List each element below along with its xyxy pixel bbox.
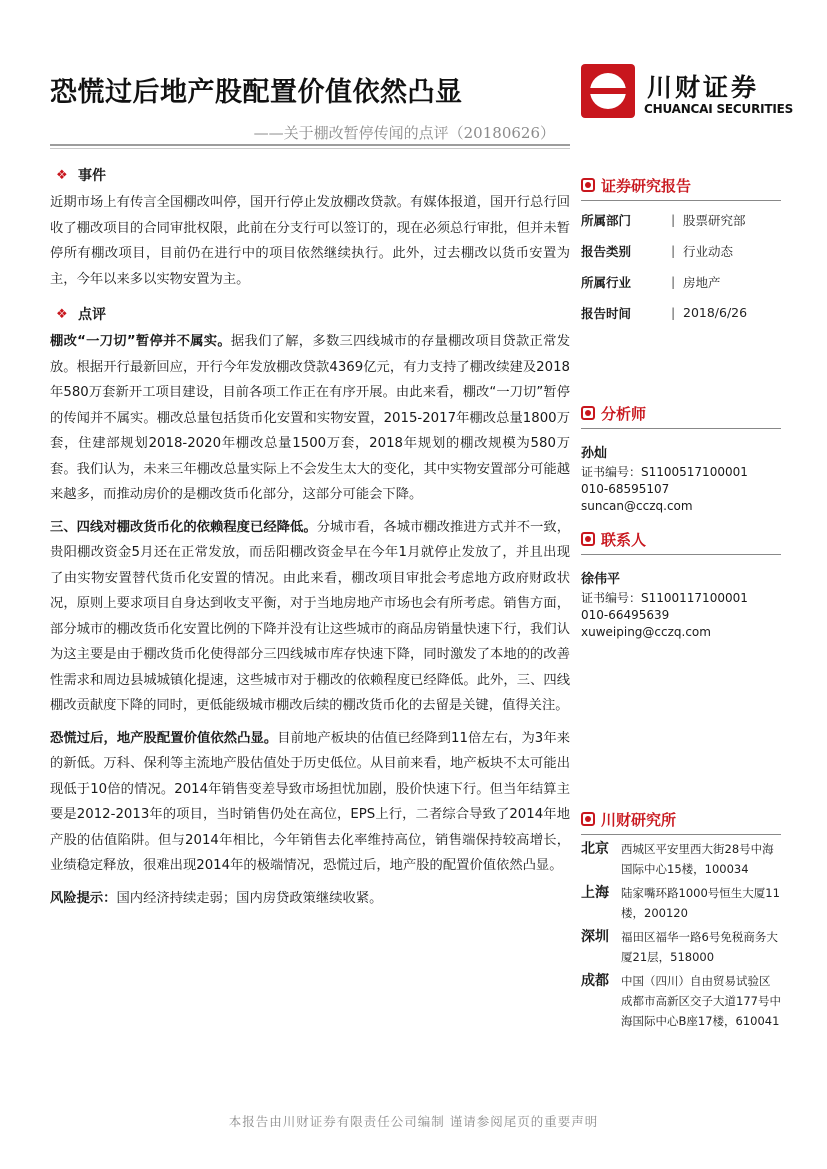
section-heading-event: ❖ 事件 bbox=[50, 160, 570, 190]
header-divider-thin bbox=[50, 148, 570, 149]
diamond-bullet-icon: ❖ bbox=[56, 167, 68, 183]
report-title: 恐慌过后地产股配置价值依然凸显 bbox=[50, 77, 463, 108]
analyst-info bbox=[581, 445, 781, 515]
sidebar-divider bbox=[581, 428, 781, 429]
office-beijing: 北京 西城区平安里西大街28号中海国际中心15楼，100034 bbox=[581, 841, 774, 876]
contact-cert: 证书编号：S1100117100001 bbox=[581, 591, 748, 605]
page-footer: 本报告由川财证券有限责任公司编制 谨请参阅尾页的重要声明 bbox=[228, 1114, 599, 1129]
report-subtitle: ——关于棚改暂停传闻的点评（20180626） bbox=[253, 124, 555, 142]
info-row-industry: 所属行业 | 房地产 bbox=[581, 274, 721, 290]
analyst-panel bbox=[581, 400, 781, 515]
section-heading-comment: ❖ 点评 bbox=[50, 299, 570, 329]
risk-warning: 风险提示：国内经济持续走弱；国内房贷政策继续收紧。 bbox=[50, 890, 383, 906]
contact-email[interactable]: xuweiping@cczq.com bbox=[581, 625, 711, 639]
comment-paragraph-3: 恐慌过后，地产股配置价值依然凸显。目前地产板块的估值已经降到11倍左右，为3年来的新低。万科、保利等主流地产股估值处于历史低位。从目前来看，地产板块不太可能出现低于10倍的情况。2014年销售变差导致市场担忧加剧，股价快速下行。但当年结算主要是2012-2013年的项目，当时销售仍处在高位，EPS上行，二者综合导致了2014年地产股的估值陷阱。但与2014年相比，今年销售去化率维持高位，销售端保持较高增长，业绩稳定释放，很难出现2014年的极端情况，恐慌过后，地产股的配置价值依然凸显。 bbox=[50, 730, 571, 873]
office-shenzhen: 深圳 福田区福华一路6号免税商务大厦21层，518000 bbox=[581, 929, 778, 964]
event-paragraph: 近期市场上有传言全国棚改叫停，国开行停止发放棚改贷款。有媒体报道，国开行总行回收了棚改项目的合同审批权限，此前在分支行可以签订的，现在必须总行审批，但并未暂停所有棚改项目，目前仍在进行中的项目依然继续执行。此外，过去棚改以货币安置为主，今年以来多以实物安置为主。 bbox=[50, 195, 570, 287]
logo-emblem-icon bbox=[581, 64, 635, 118]
sidebar-divider bbox=[581, 200, 781, 201]
analyst-email[interactable]: suncan@cczq.com bbox=[581, 499, 693, 513]
contact-panel bbox=[581, 526, 781, 641]
comment-paragraph-2: 三、四线对棚改货币化的依赖程度已经降低。分城市看，各城市棚改推进方式并不一致，贵阳棚改资金5月还在正常发放，而岳阳棚改资金早在今年1月就停止发放了，并且出现了由实物安置替代货币化安置的情况。由此来看，棚改项目审批会考虑地方政府财政状况，原则上要求项目自身达到收支平衡，对于当地房地产市场也会有所考虑。销售方面，部分城市的棚改货币化安置比例的下降并没有让这些城市的商品房销量快速下行，我们认为这主要是由于棚改货币化使得部分三四线城市库存快速下降，同时激发了本地的的改善性需求和周边县城城镇化提速，这些城市对于棚改的依赖程度已经降低。此外，三、四线棚改贡献度下降的同时，更低能级城市棚改后续的棚改货币化的去留是关键，值得关注。 bbox=[50, 519, 571, 713]
company-logo bbox=[581, 64, 794, 124]
contact-info bbox=[581, 571, 781, 641]
section-marker-icon bbox=[581, 812, 595, 826]
contact-name: 徐伟平 bbox=[581, 572, 621, 587]
logo-name-en: CHUANCAI SECURITIES bbox=[644, 102, 794, 116]
logo-name-cn: 川财证券 bbox=[647, 73, 760, 102]
office-shanghai: 上海 陆家嘴环路1000号恒生大厦11楼，200120 bbox=[581, 885, 780, 920]
report-info-panel bbox=[581, 172, 781, 328]
analyst-cert: 证书编号：S1100517100001 bbox=[581, 465, 748, 479]
main-content bbox=[50, 160, 570, 918]
section-marker-icon bbox=[581, 406, 595, 420]
diamond-bullet-icon: ❖ bbox=[56, 306, 68, 322]
contact-heading: 联系人 bbox=[581, 526, 781, 552]
sidebar-divider bbox=[581, 834, 781, 835]
analyst-name: 孙灿 bbox=[581, 446, 608, 461]
contact-phone: 010-66495639 bbox=[581, 608, 670, 622]
section-marker-icon bbox=[581, 178, 595, 192]
header-divider bbox=[50, 144, 570, 146]
institute-heading: 川财研究所 bbox=[581, 806, 781, 832]
sidebar-divider bbox=[581, 554, 781, 555]
report-info-heading: 证券研究报告 bbox=[581, 172, 781, 198]
info-row-date: 报告时间 | 2018/6/26 bbox=[581, 305, 748, 321]
info-row-category: 报告类别 | 行业动态 bbox=[581, 243, 734, 259]
analyst-phone: 010-68595107 bbox=[581, 482, 670, 496]
analyst-heading: 分析师 bbox=[581, 400, 781, 426]
office-chengdu: 成都 中国（四川）自由贸易试验区成都市高新区交子大道177号中海国际中心B座17楼，610041 bbox=[581, 973, 781, 1028]
info-row-department: 所属部门 | 股票研究部 bbox=[581, 212, 746, 228]
section-marker-icon bbox=[581, 532, 595, 546]
institute-panel bbox=[581, 806, 781, 1031]
comment-paragraph-1: 棚改“一刀切”暂停并不属实。据我们了解，多数三四线城市的存量棚改项目贷款正常发放。根据开行最新回应，开行今年发放棚改贷款4369亿元，有力支持了棚改续建及2018年580万套新开工项目建设，目前各项工作正在有序开展。由此来看，棚改“一刀切”暂停的传闻并不属实。棚改总量包括货币化安置和实物安置，2015-2017年棚改总量1800万套，住建部规划2018-2020年棚改总量1500万套，2018年规划的棚改规模为580万套。我们认为，未来三年棚改总量实际上不会发生太大的变化，其中实物安置部分可能越来越多，而推动房价的是棚改货币化部分，这部分可能会下降。 bbox=[50, 334, 570, 502]
